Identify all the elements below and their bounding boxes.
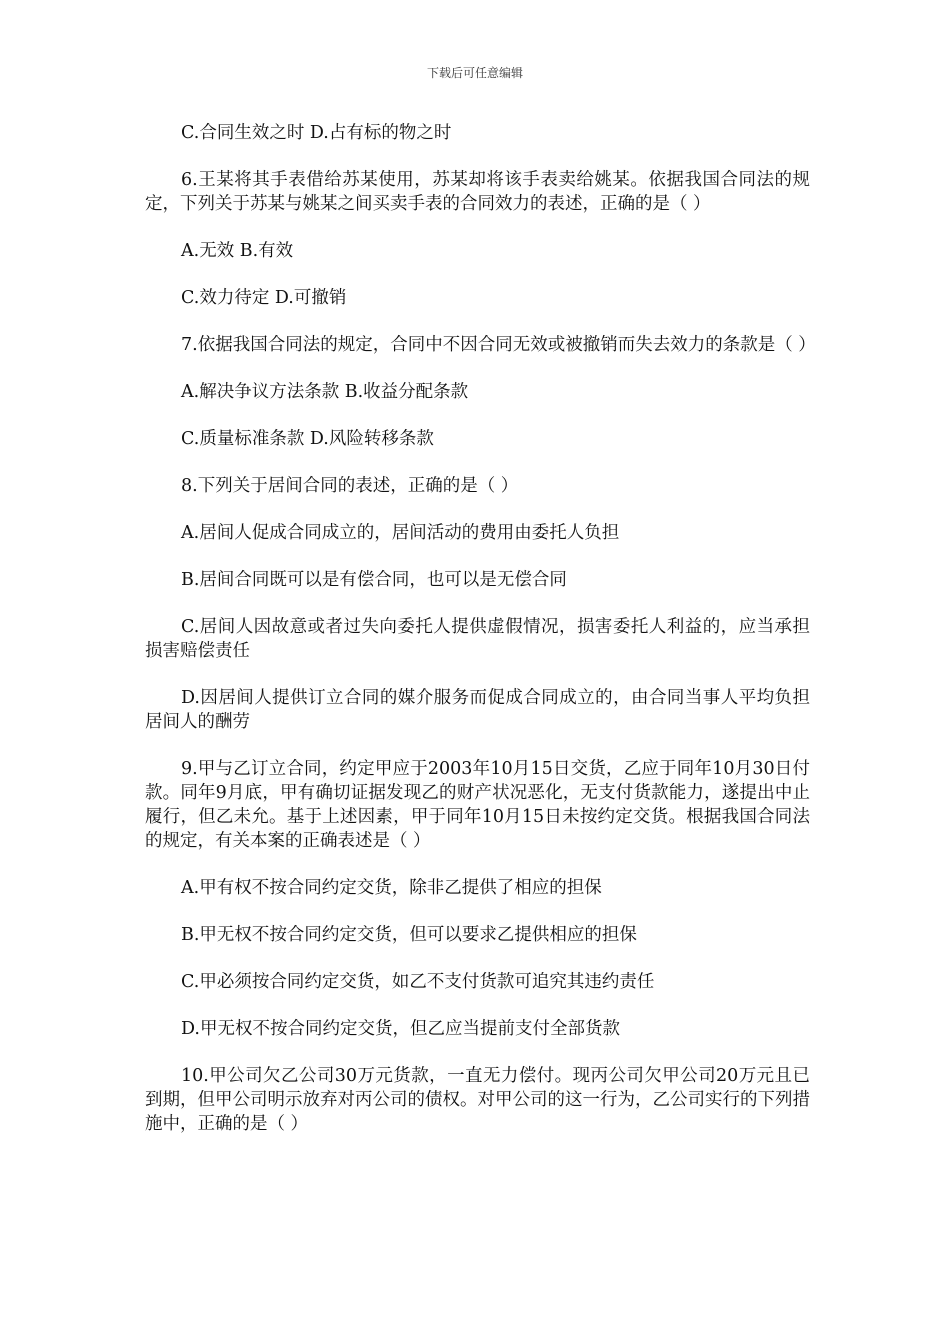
option-d-q9: D.甲无权不按合同约定交货，但乙应当提前支付全部货款 [181, 1019, 620, 1039]
question-10: 10.甲公司欠乙公司30万元货款，一直无力偿付。现丙公司欠甲公司20万元且已到期，但甲公司明示放弃对丙公司的债权。对甲公司的这一行为，乙公司实行的下列措施中，正确的是（ ） [145, 1066, 810, 1134]
option-a-q8: A.居间人促成合同成立的，居间活动的费用由委托人负担 [181, 523, 620, 543]
option-b-q9: B.甲无权不按合同约定交货，但可以要求乙提供相应的担保 [181, 925, 637, 945]
question-8: 8.下列关于居间合同的表述，正确的是（ ） [181, 476, 519, 496]
options-c-d-q7: C.质量标准条款 D.风险转移条款 [181, 429, 434, 449]
question-7: 7.依据我国合同法的规定，合同中不因合同无效或被撤销而失去效力的条款是（ ） [181, 335, 816, 355]
option-a-q9: A.甲有权不按合同约定交货，除非乙提供了相应的担保 [181, 878, 602, 898]
question-6: 6.王某将其手表借给苏某使用，苏某却将该手表卖给姚某。依据我国合同法的规定，下列关于苏某与姚某之间买卖手表的合同效力的表述，正确的是（ ） [145, 170, 810, 214]
options-a-b-q6: A.无效 B.有效 [181, 241, 294, 261]
options-a-b-q7: A.解决争议方法条款 B.收益分配条款 [181, 382, 469, 402]
option-b-q8: B.居间合同既可以是有偿合同，也可以是无偿合同 [181, 570, 567, 590]
option-line-c-d-q5: C.合同生效之时 D.占有标的物之时 [181, 123, 452, 143]
option-d-q8: D.因居间人提供订立合同的媒介服务而促成合同成立的，由合同当事人平均负担居间人的酬劳 [145, 688, 810, 732]
option-c-q8: C.居间人因故意或者过失向委托人提供虚假情况，损害委托人利益的，应当承担损害赔偿责任 [145, 617, 810, 661]
option-c-q9: C.甲必须按合同约定交货，如乙不支付货款可追究其违约责任 [181, 972, 655, 992]
question-9: 9.甲与乙订立合同，约定甲应于2003年10月15日交货，乙应于同年10月30日付款。同年9月底，甲有确切证据发现乙的财产状况恶化，无支付货款能力，遂提出中止履行，但乙未允。基于上述因素，甲于同年10月15日未按约定交货。根据我国合同法的规定，有关本案的正确表述是（ ） [145, 759, 810, 851]
page-header: 下载后可任意编辑 [426, 66, 523, 80]
options-c-d-q6: C.效力待定 D.可撤销 [181, 288, 347, 308]
document-body [145, 121, 816, 1159]
